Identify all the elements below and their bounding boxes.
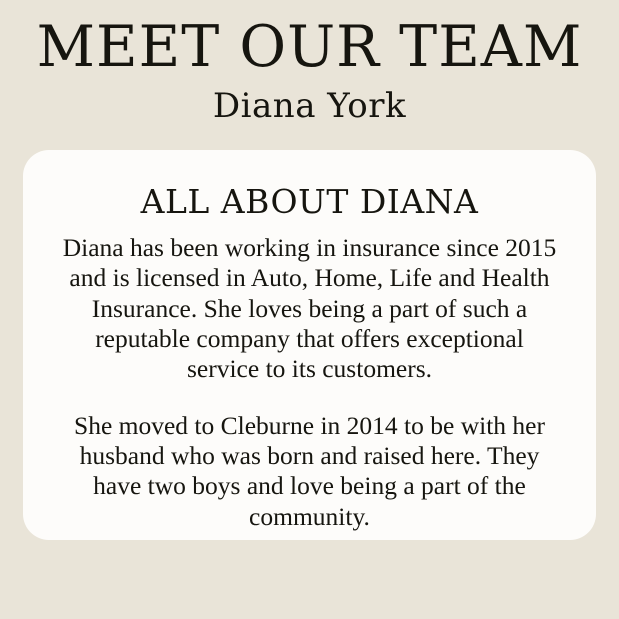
bio-paragraph-1: Diana has been working in insurance since 2015 and is licensed in Auto, Home, Life and Health Insurance. She loves being a part of such a reputable company that offers exceptional service to its customers. bbox=[62, 232, 557, 384]
employee-name: Diana York bbox=[212, 85, 407, 126]
bio-paragraph-2: She moved to Cleburne in 2014 to be with her husband who was born and raised here. They have two boys and love being a part of the community. bbox=[74, 410, 545, 531]
page-title: MEET OUR TEAM bbox=[36, 14, 583, 80]
bio-card-title: ALL ABOUT DIANA bbox=[140, 181, 479, 221]
bio-card bbox=[23, 150, 596, 540]
